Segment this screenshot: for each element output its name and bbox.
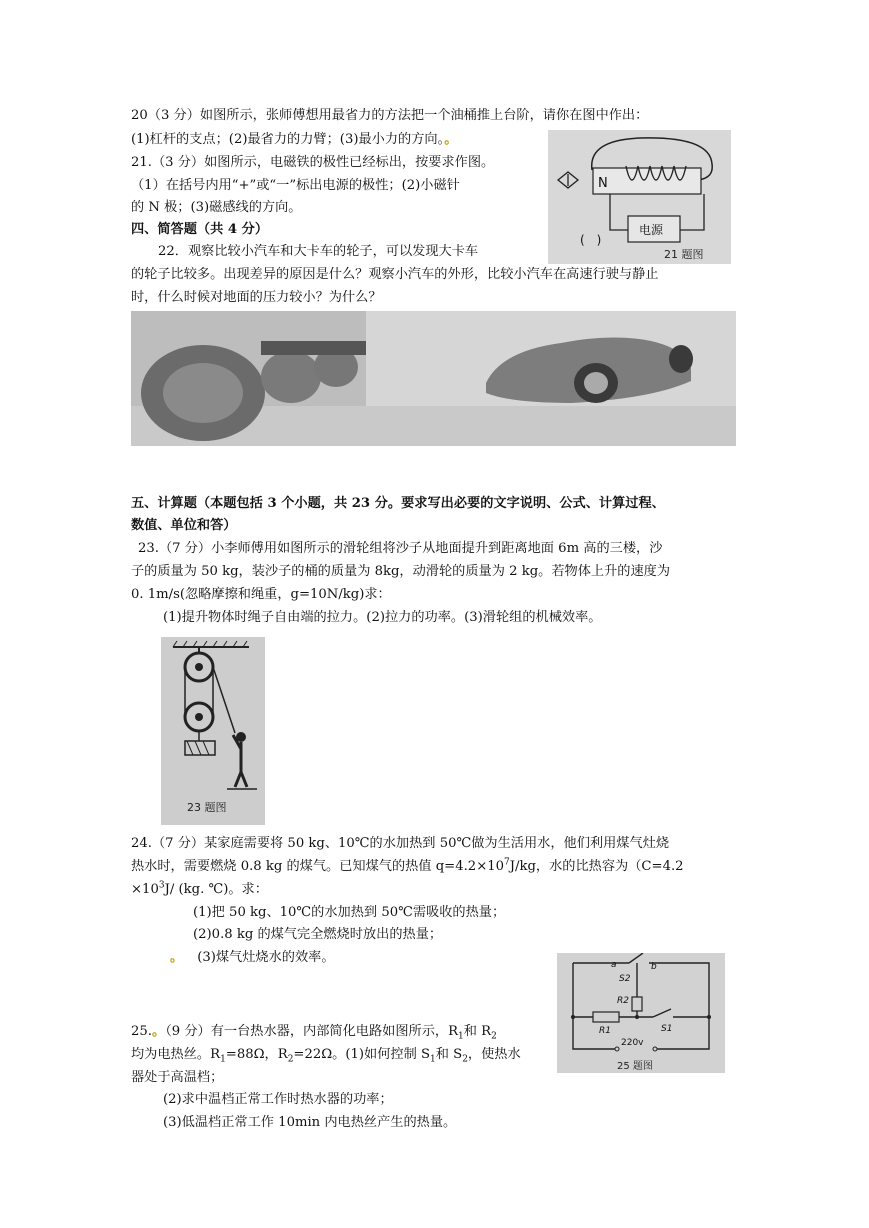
q21-diagram	[548, 130, 731, 264]
q24-line2a: 热水时，需要燃烧 0.8 kg 的煤气。已知煤气的热值 q=4.2×10	[131, 859, 505, 874]
q23-figure	[161, 637, 265, 825]
q22-line1: 22．观察比较小汽车和大卡车的轮子，可以发现大卡车	[158, 244, 479, 259]
q20-line1: 20（3 分）如图所示，张师傅想用最省力的方法把一个油桶推上台阶，请你在图中作出：	[131, 108, 649, 123]
label-r2: R2	[617, 996, 629, 1006]
section5-heading2: 数值、单位和答）	[131, 518, 237, 533]
q24-line3-exp: 3	[158, 880, 165, 891]
q25-line1a: 25.	[131, 1024, 152, 1039]
q21-line1: 21.（3 分）如图所示，电磁铁的极性已经标出，按要求作图。	[131, 155, 495, 170]
q24-item3: (3)煤气灶烧水的效率。	[197, 950, 335, 965]
q21-line2: （1）在括号内用“+”或“一”标出电源的极性；(2)小磁针	[131, 178, 460, 193]
resistor-r1	[593, 1012, 619, 1022]
q25-line3: 器处于高温档；	[131, 1070, 224, 1085]
resistor-r2	[632, 997, 642, 1011]
section4-heading: 四、简答题（共 4 分）	[131, 222, 269, 237]
q25-item2: (2)求中温档正常工作时热水器的功率；	[163, 1092, 393, 1107]
q20-line2-text: (1)杠杆的支点；(2)最省力的力臂；(3)最小力的方向。	[131, 132, 445, 147]
truck-wheel	[261, 351, 321, 403]
label-voltage: 220v	[621, 1038, 644, 1048]
q24-line2-exp: 7	[504, 857, 510, 868]
q24-item2: (2)0.8 kg 的煤气完全燃烧时放出的热量；	[193, 927, 443, 942]
q25-sub2-1: 1	[220, 1054, 226, 1065]
q25-line1	[131, 1022, 497, 1042]
q20-mark: 。	[444, 132, 458, 147]
q23-line2: 子的质量为 50 kg，装沙子的桶的质量为 8kg，动滑轮的质量为 2 kg。若物体上升的速度为	[131, 564, 671, 579]
q25-line2e: ，使热水	[467, 1047, 521, 1062]
q21-pole-label: N	[598, 176, 608, 191]
q24-line3b: J/ (kg. ℃)。求：	[164, 882, 268, 897]
q25-line2	[131, 1045, 521, 1065]
q24-line1: 24.（7 分）某家庭需要将 50 kg、10℃的水加热到 50℃做为生活用水，他们利用煤气灶烧	[131, 836, 670, 851]
compass-needle-icon	[558, 172, 578, 188]
q25-line2c: =22Ω。(1)如何控制 S	[293, 1047, 431, 1062]
q21-line3: 的 N 极；(3)磁感线的方向。	[131, 200, 302, 215]
q24-line3a: ×10	[131, 882, 159, 897]
label-r1: R1	[599, 1026, 611, 1036]
q25-sub-r2: 2	[491, 1031, 497, 1042]
q25-figure	[557, 953, 725, 1073]
label-s2: S2	[619, 974, 631, 984]
q25-line1c: 和 R	[463, 1024, 492, 1039]
switch-s1	[653, 1009, 671, 1017]
q24-mark: 。	[170, 950, 184, 965]
q25-line2b: =88Ω，R	[225, 1047, 288, 1062]
q21-figure	[548, 130, 731, 264]
q25-sub2-3: 1	[430, 1054, 436, 1065]
q21-source-label: 电源	[639, 223, 664, 237]
section5-heading1: 五、计算题（本题包括 3 个小题，共 23 分。要求写出必要的文字说明、公式、计算过程、	[131, 496, 665, 511]
q25-sub-r1: 1	[458, 1031, 464, 1042]
q21-bracket: ( )	[580, 233, 602, 247]
label-b: b	[651, 962, 657, 972]
q24-line2b: J/kg，水的比热容为（C=4.2	[509, 859, 684, 874]
q20-line2	[131, 130, 457, 150]
q25-line2d: 和 S	[435, 1047, 463, 1062]
q24-line3	[131, 880, 268, 900]
q25-caption: 25 题图	[617, 1061, 653, 1072]
q22-line3: 时，什么时候对地面的压力较小？为什么？	[131, 290, 382, 305]
q25-item3: (3)低温档正常工作 10min 内电热丝产生的热量。	[163, 1115, 457, 1130]
q21-caption: 21 题图	[664, 248, 704, 261]
q22-line2: 的轮子比较多。出现差异的原因是什么？观察小汽车的外形，比较小汽车在高速行驶与静止	[131, 267, 659, 282]
q23-line4: (1)提升物体时绳子自由端的拉力。(2)拉力的功率。(3)滑轮组的机械效率。	[163, 610, 602, 625]
q23-line3: 0. 1m/s(忽略摩擦和绳重，g=10N/kg)求：	[131, 587, 391, 602]
q23-caption: 23 题图	[187, 801, 227, 814]
q25-sub2-4: 2	[462, 1054, 468, 1065]
q25-line2a: 均为电热丝。R	[131, 1047, 221, 1062]
q25-mark: 。	[151, 1024, 166, 1039]
q24-item3-row	[170, 948, 335, 968]
label-s1: S1	[661, 1024, 673, 1034]
label-a: a	[611, 960, 617, 970]
q24-item1: (1)把 50 kg、10℃的水加热到 50℃需吸收的热量；	[193, 905, 506, 920]
q22-photo	[131, 311, 736, 446]
switch-s2	[629, 953, 643, 963]
q24-line2	[131, 857, 684, 877]
q23-line1: 23.（7 分）小李师傅用如图所示的滑轮组将沙子从地面提升到距离地面 6m 高的三楼，沙	[138, 541, 663, 556]
q25-sub2-2: 2	[287, 1054, 294, 1065]
q25-line1b: （9 分）有一台热水器，内部简化电路如图所示，R	[165, 1024, 459, 1039]
